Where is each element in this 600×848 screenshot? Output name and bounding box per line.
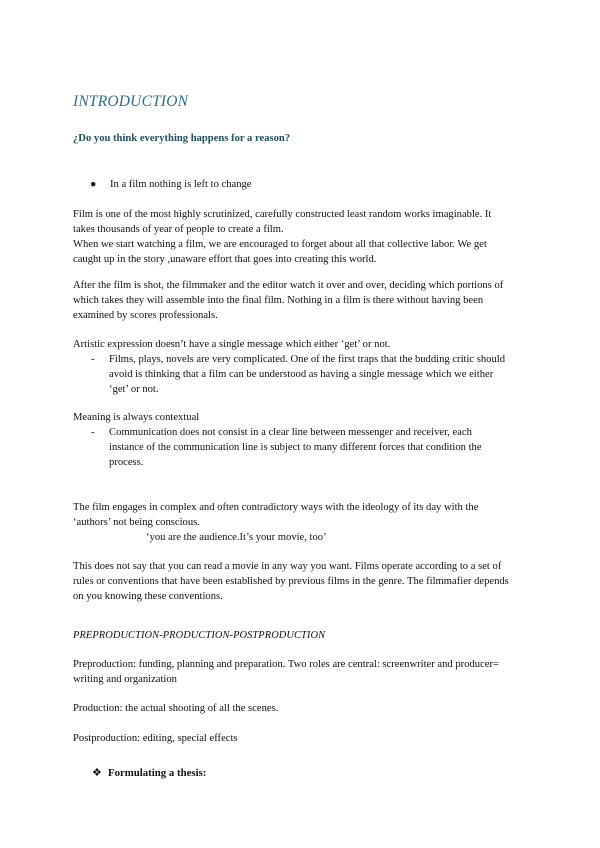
paragraph-after-shooting <box>73 278 503 323</box>
section-heading: PREPRODUCTION-PRODUCTION-POSTPRODUCTION <box>73 630 326 641</box>
dash-icon: - <box>91 354 95 365</box>
question-heading: ¿Do you think everything happens for a reason? <box>73 133 291 144</box>
dash-icon: - <box>91 427 95 438</box>
text-line: process. <box>109 457 144 468</box>
paragraph-conventions <box>73 559 509 604</box>
bold-bullet-item <box>92 766 206 779</box>
bullet-text: In a film nothing is left to change <box>110 179 252 190</box>
text-line: After the film is shot, the filmmaker and the editor watch it over and over, deciding which portions of <box>73 280 504 291</box>
text-line: Artistic expression doesn’t have a single message which either ‘get’ or not. <box>73 339 391 350</box>
text-line: Films, plays, novels are very complicated. One of the first traps that the budding critic should <box>109 354 505 365</box>
paragraph-postproduction: Postproduction: editing, special effects <box>73 733 238 744</box>
text-line: rules or conventions that have been established by previous films in the genre. The filmmafier depends <box>73 576 509 587</box>
text-line: Preproduction: funding, planning and preparation. Two roles are central: screenwriter and producer= <box>73 659 499 670</box>
text-line: Film is one of the most highly scrutinized, carefully constructed least random works imaginable. It <box>73 209 492 220</box>
page-title: INTRODUCTION <box>73 93 189 110</box>
paragraph-artistic-expression <box>73 337 533 397</box>
text-line: When we start watching a film, we are encouraged to forget about all that collective labor. We get <box>73 239 487 250</box>
text-line: caught up in the story ,unaware effort that goes into creating this world. <box>73 254 377 265</box>
text-line: The film engages in complex and often contradictory ways with the ideology of its day with the <box>73 502 479 513</box>
text-line: takes thousands of year of people to create a film. <box>73 224 284 235</box>
paragraph-production: Production: the actual shooting of all the scenes. <box>73 703 279 714</box>
text-line: avoid is thinking that a film can be understood as having a single message which we either <box>109 369 494 380</box>
text-line: Communication does not consist in a clear line between messenger and receiver, each <box>109 427 472 438</box>
dash-list-item <box>73 425 533 470</box>
diamond-bullet-icon: ❖ <box>92 767 102 779</box>
bold-bullet-text: Formulating a thesis: <box>108 767 207 779</box>
paragraph-ideology <box>73 500 478 545</box>
bullet-item <box>90 177 252 192</box>
quote-line: ‘you are the audience.It’s your movie, too’ <box>146 532 327 543</box>
text-line: on you knowing these conventions. <box>73 591 223 602</box>
text-line: ‘get’ or not. <box>109 384 159 395</box>
text-line: Meaning is always contextual <box>73 412 200 423</box>
dash-list-item <box>73 352 533 397</box>
text-line: examined by scores professionals. <box>73 310 218 321</box>
bullet-icon: ● <box>90 179 97 190</box>
paragraph-preproduction <box>73 657 499 687</box>
text-line: This does not say that you can read a movie in any way you want. Films operate according to a set of <box>73 561 502 572</box>
text-line: ‘authors’ not being conscious. <box>73 517 200 528</box>
text-line: which takes they will assemble into the final film. Nothing in a film is there without having been <box>73 295 484 306</box>
paragraph-film-scrutiny <box>73 207 491 267</box>
text-line: writing and organization <box>73 674 177 685</box>
paragraph-meaning-contextual <box>73 410 533 470</box>
text-line: instance of the communication line is subject to many different forces that condition the <box>109 442 482 453</box>
